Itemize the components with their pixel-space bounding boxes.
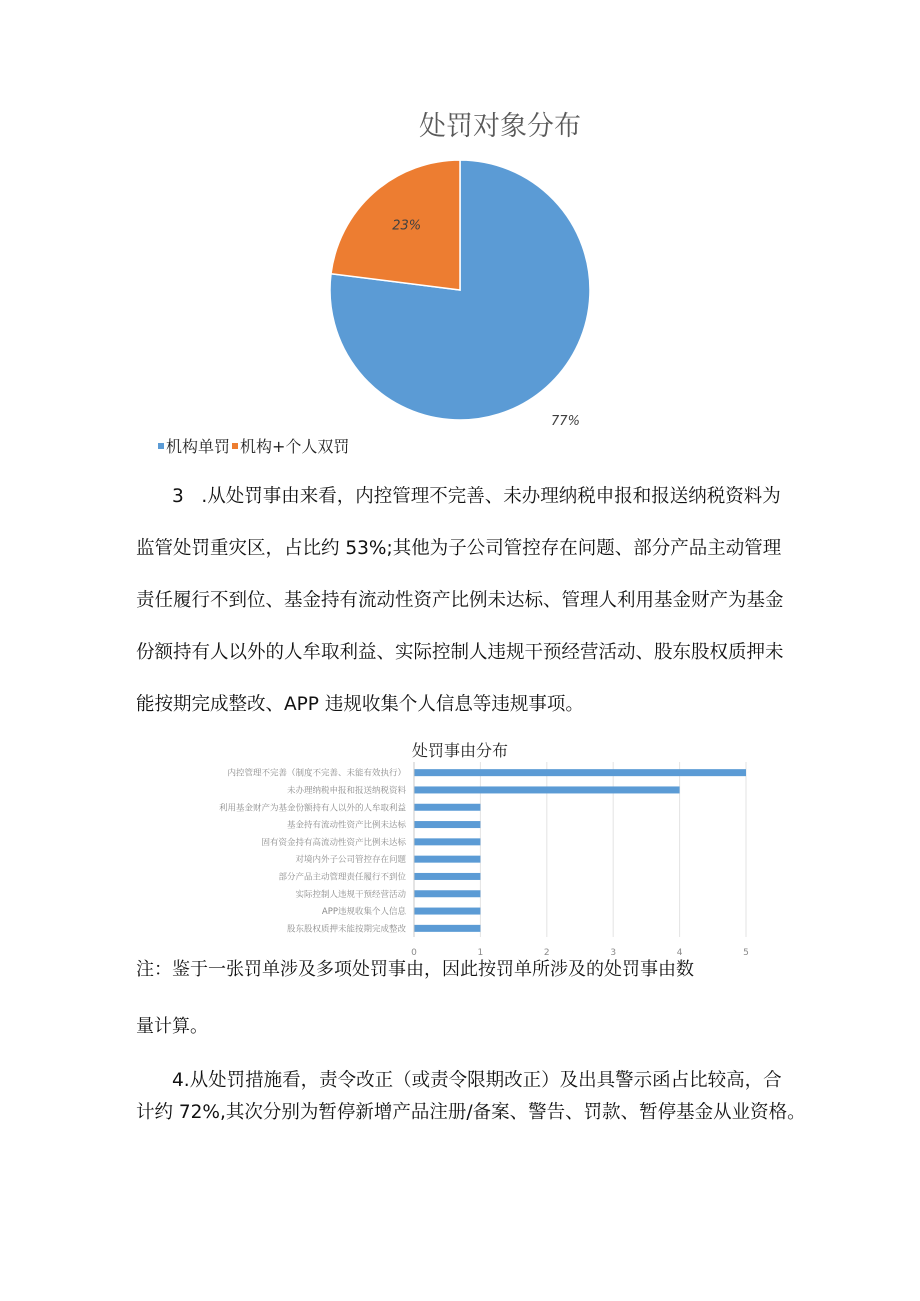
x-tick-label: 3: [610, 948, 617, 958]
pie-legend: [158, 434, 349, 457]
category-label: 对境内外子公司管控存在问题: [295, 855, 406, 866]
category-label: 股东股权质押未能按期完成整改: [286, 924, 406, 935]
paragraph-4-line-1: 4.从处罚措施看，责令改正（或责令限期改正）及出具警示函占比较高，合: [172, 1070, 782, 1091]
legend-label-double: 机构+个人双罚: [240, 437, 350, 456]
legend-swatch-orange: [232, 443, 238, 449]
category-label: APP违规收集个人信息: [321, 907, 406, 918]
bar: [414, 838, 480, 845]
x-tick-label: 2: [543, 948, 550, 958]
bar: [414, 769, 746, 776]
category-label: 实际控制人违规干预经营活动: [295, 889, 406, 900]
bar: [414, 856, 480, 863]
category-label: 部分产品主动管理责任履行不到位: [278, 872, 406, 883]
category-label: 基金持有流动性资产比例未达标: [286, 820, 406, 831]
bar: [414, 925, 480, 932]
x-tick-label: 4: [676, 948, 683, 958]
bar: [414, 804, 480, 811]
category-label: 利用基金财产为基金份额持有人以外的人牟取利益: [218, 803, 406, 814]
x-tick-label: 0: [411, 948, 417, 958]
paragraph-line: 责任履行不到位、基金持有流动性资产比例未达标、管理人利用基金财产为基金: [136, 590, 784, 611]
bar: [414, 873, 480, 880]
bar: [414, 786, 680, 793]
bar-chart: [160, 758, 760, 958]
paragraph-line: 能按期完成整改、APP 违规收集个人信息等违规事项。: [136, 694, 584, 715]
pie-chart: [320, 160, 600, 429]
legend-label-single: 机构单罚: [166, 437, 231, 456]
bar: [414, 821, 480, 828]
x-tick-label: 1: [477, 948, 484, 958]
bar: [414, 890, 480, 897]
pie-data-label-0: 77%: [551, 413, 580, 429]
legend-swatch-blue: [158, 443, 164, 449]
bar-chart-title: 处罚事由分布: [411, 741, 508, 760]
paragraph-4-line-2: 计约 72%,其次分别为暂停新增产品注册/备案、警告、罚款、暂停基金从业资格。: [136, 1102, 806, 1123]
paragraph-line: 3 .从处罚事由来看，内控管理不完善、未办理纳税申报和报送纳税资料为: [172, 486, 781, 507]
note-line-1: 注：鉴于一张罚单涉及多项处罚事由，因此按罚单所涉及的处罚事由数: [136, 959, 694, 980]
note-line-2: 量计算。: [136, 1016, 208, 1037]
paragraph-line: 份额持有人以外的人牟取利益、实际控制人违规干预经营活动、股东股权质押未: [136, 642, 784, 663]
x-tick-label: 5: [743, 948, 749, 958]
bar: [414, 908, 480, 915]
paragraph-3: [136, 479, 796, 739]
pie-data-label-1: 23%: [392, 218, 422, 234]
category-label: 内控管理不完善（制度不完善、未能有效执行）: [227, 768, 406, 779]
pie-chart-title: 处罚对象分布: [419, 111, 581, 142]
paragraph-line: 监管处罚重灾区，占比约 53%;其他为子公司管控存在问题、部分产品主动管理: [136, 538, 782, 559]
category-label: 固有资金持有高流动性资产比例未达标: [261, 837, 406, 848]
category-label: 未办理纳税申报和报送纳税资料: [286, 785, 406, 796]
